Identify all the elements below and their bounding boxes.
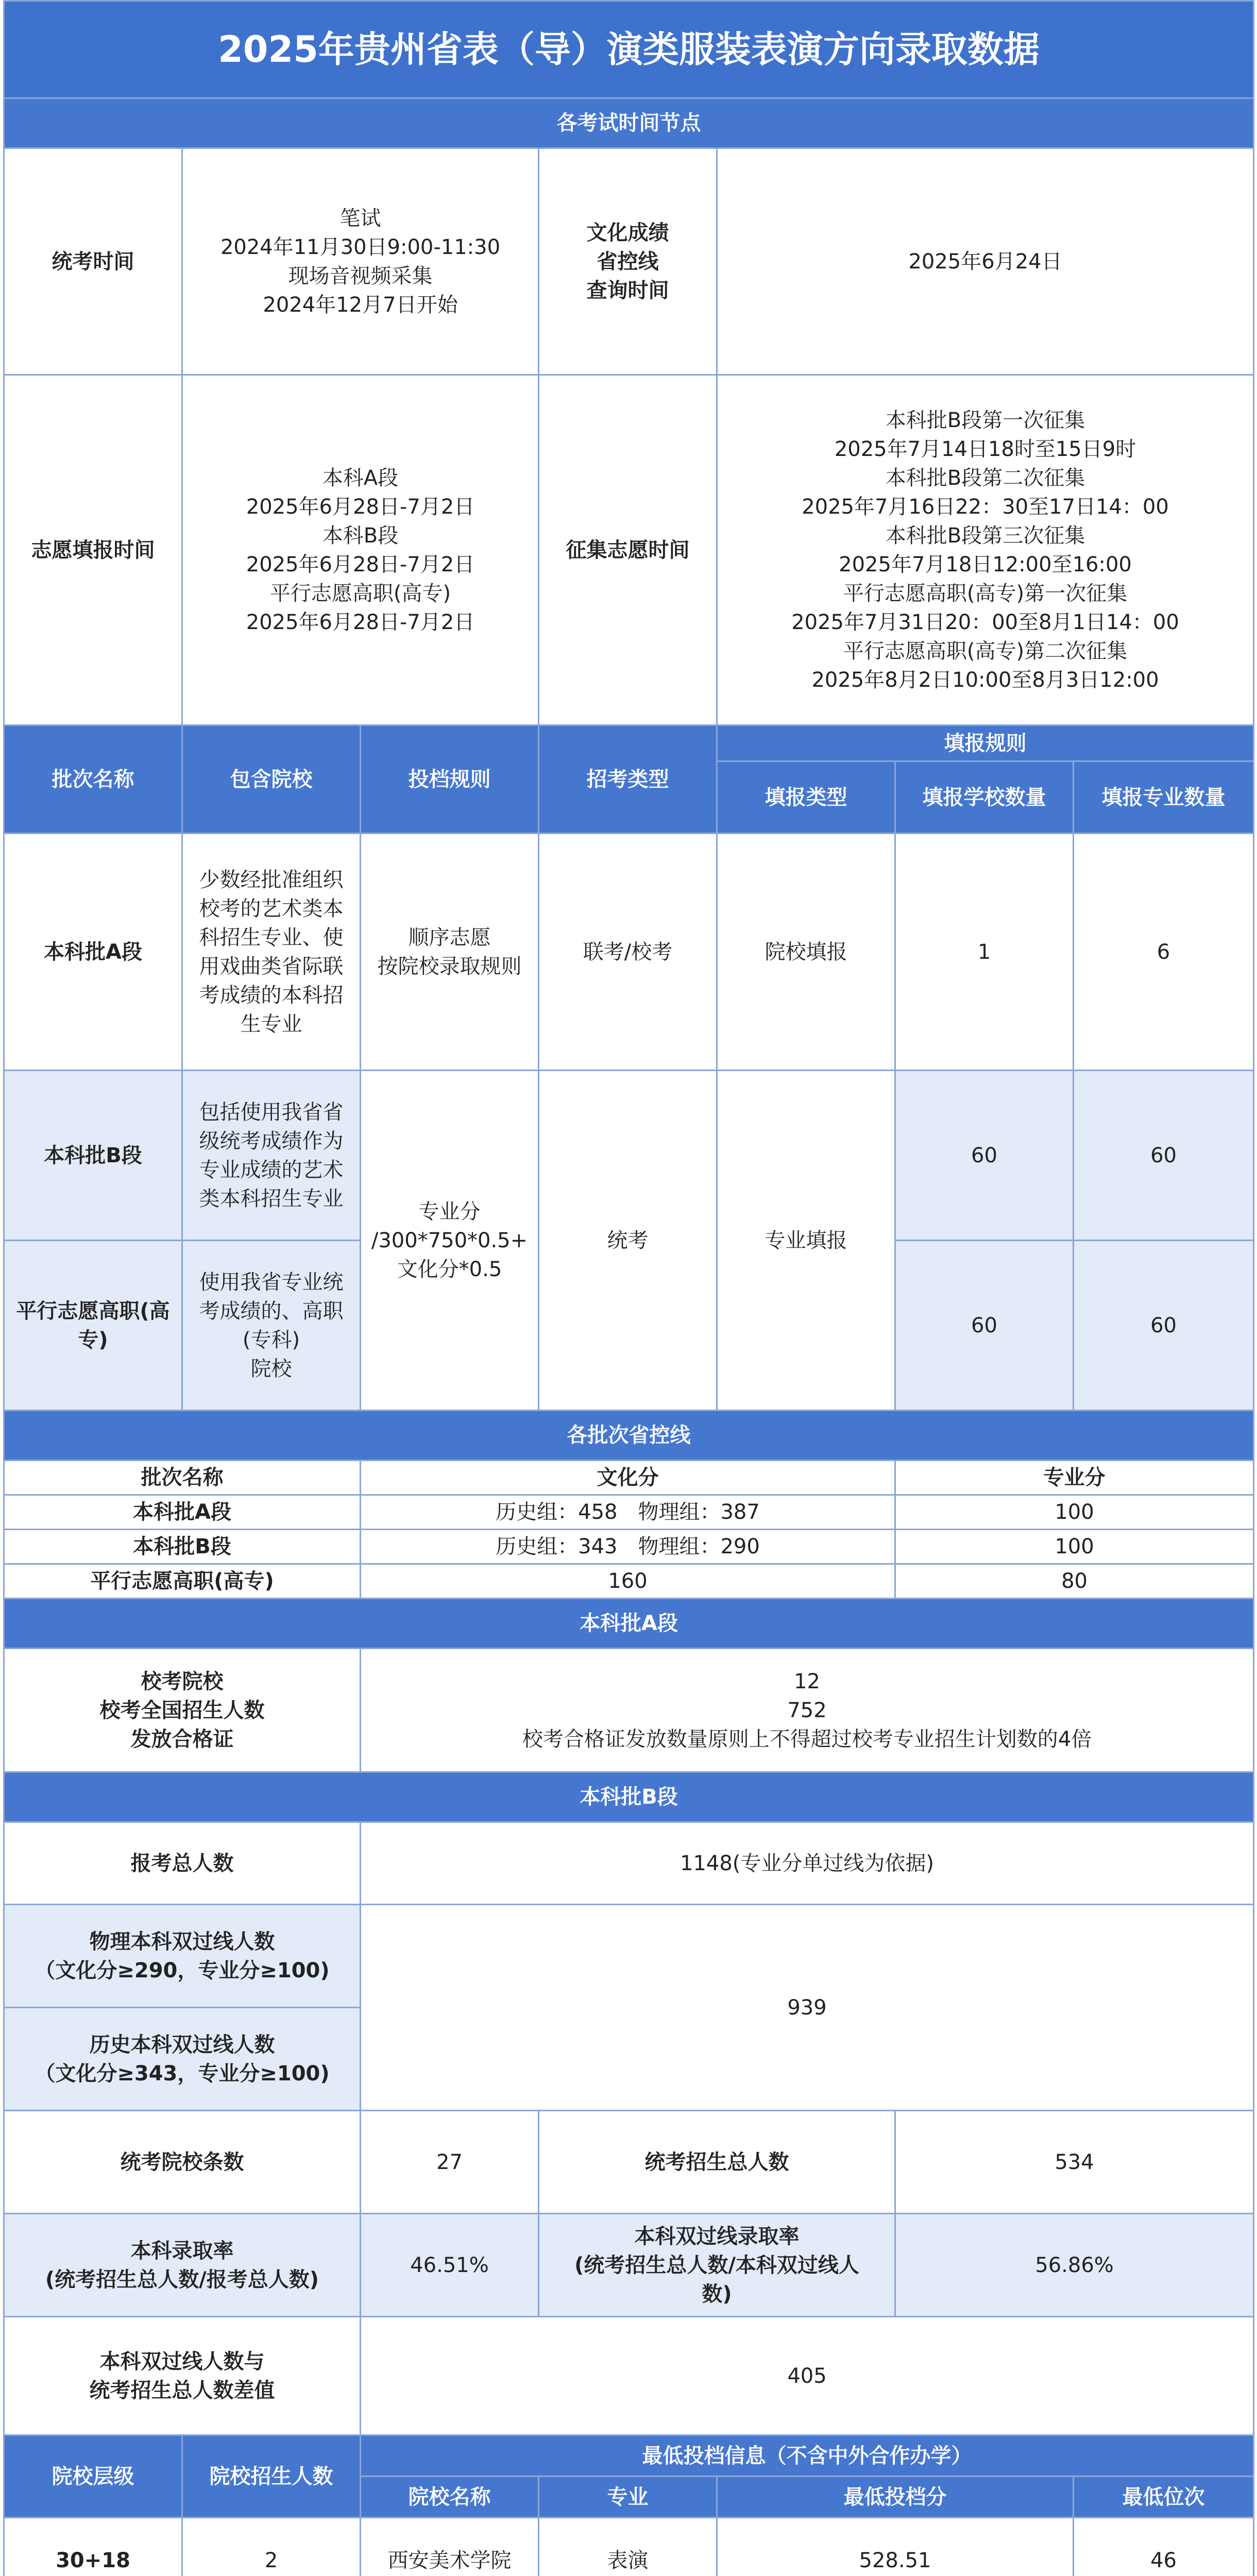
rules-col-fill-type: 填报类型 bbox=[717, 761, 895, 834]
control-culture: 历史组：458 物理组：387 bbox=[361, 1495, 895, 1530]
min-score: 528.51 bbox=[717, 2518, 1074, 2576]
min-school: 西安美术学院 bbox=[361, 2518, 539, 2576]
min-enroll: 2 bbox=[182, 2518, 361, 2576]
min-col-enroll: 院校招生人数 bbox=[182, 2435, 361, 2518]
school-count-label: 统考院校条数 bbox=[4, 2111, 361, 2214]
total-applicants-label: 报考总人数 bbox=[4, 1822, 361, 1905]
rules-col-rule: 投档规则 bbox=[361, 725, 539, 834]
score-query-value: 2025年6月24日 bbox=[717, 148, 1254, 375]
control-col-culture: 文化分 bbox=[361, 1461, 895, 1495]
exam-time-value: 笔试 2024年11月30日9:00-11:30 现场音视频采集 2024年12月7日开始 bbox=[182, 148, 539, 375]
admission-data-sheet bbox=[3, 0, 1253, 2576]
rules-school-count: 60 bbox=[895, 1241, 1074, 1411]
admission-table bbox=[3, 0, 1254, 2576]
section-a-values: 12 752 校考合格证发放数量原则上不得超过校考专业招生计划数的4倍 bbox=[361, 1649, 1254, 1772]
rules-col-major-count: 填报专业数量 bbox=[1074, 761, 1254, 834]
rules-shared-rule: 专业分 /300*750*0.5+ 文化分*0.5 bbox=[361, 1071, 539, 1411]
pass-count-value: 939 bbox=[361, 1905, 1254, 2111]
control-major: 100 bbox=[895, 1530, 1254, 1564]
rules-col-fill-rules: 填报规则 bbox=[717, 725, 1254, 761]
history-pass-label: 历史本科双过线人数 （文化分≥343，专业分≥100) bbox=[4, 2008, 361, 2111]
score-query-label: 文化成绩 省控线 查询时间 bbox=[539, 148, 717, 375]
section-a-labels: 校考院校 校考全国招生人数 发放合格证 bbox=[4, 1649, 361, 1772]
rules-major-count: 60 bbox=[1074, 1071, 1254, 1241]
rules-schools: 少数经批准组织校考的艺术类本科招生专业、使用戏曲类省际联考成绩的本科招生专业 bbox=[182, 834, 361, 1071]
page-title: 2025年贵州省表（导）演类服装表演方向录取数据 bbox=[4, 1, 1254, 98]
min-col-score: 最低投档分 bbox=[717, 2477, 1074, 2518]
control-batch: 本科批A段 bbox=[4, 1495, 361, 1530]
control-major: 100 bbox=[895, 1495, 1254, 1530]
control-major: 80 bbox=[895, 1564, 1254, 1599]
section-a-header: 本科批A段 bbox=[4, 1599, 1254, 1649]
min-col-level: 院校层级 bbox=[4, 2435, 182, 2518]
rules-schools: 使用我省专业统考成绩的、高职(专科) 院校 bbox=[182, 1241, 361, 1411]
school-count-value: 27 bbox=[361, 2111, 539, 2214]
min-col-rank: 最低位次 bbox=[1074, 2477, 1254, 2518]
collect-time-label: 征集志愿时间 bbox=[539, 375, 717, 725]
section-b-header: 本科批B段 bbox=[4, 1772, 1254, 1822]
rules-major-count: 60 bbox=[1074, 1241, 1254, 1411]
admission-rate-value: 46.51% bbox=[361, 2214, 539, 2317]
fill-time-value: 本科A段 2025年6月28日-7月2日 本科B段 2025年6月28日-7月2日 平行志愿高职(高专) 2025年6月28日-7月2日 bbox=[182, 375, 539, 725]
rules-col-school-count: 填报学校数量 bbox=[895, 761, 1074, 834]
control-culture: 历史组：343 物理组：290 bbox=[361, 1530, 895, 1564]
rules-batch: 平行志愿高职(高专) bbox=[4, 1241, 182, 1411]
rules-shared-type: 统考 bbox=[539, 1071, 717, 1411]
min-major: 表演 bbox=[539, 2518, 717, 2576]
min-col-school: 院校名称 bbox=[361, 2477, 539, 2518]
rules-col-schools: 包含院校 bbox=[182, 725, 361, 834]
rules-col-type: 招考类型 bbox=[539, 725, 717, 834]
fill-time-label: 志愿填报时间 bbox=[4, 375, 182, 725]
min-rank: 46 bbox=[1074, 2518, 1254, 2576]
control-batch: 本科批B段 bbox=[4, 1530, 361, 1564]
admission-rate-label: 本科录取率 (统考招生总人数/报考总人数) bbox=[4, 2214, 361, 2317]
rules-type: 联考/校考 bbox=[539, 834, 717, 1071]
control-col-major: 专业分 bbox=[895, 1461, 1254, 1495]
rules-batch: 本科批A段 bbox=[4, 834, 182, 1071]
diff-label: 本科双过线人数与 统考招生总人数差值 bbox=[4, 2317, 361, 2435]
rules-major-count: 6 bbox=[1074, 834, 1254, 1071]
rules-col-batch: 批次名称 bbox=[4, 725, 182, 834]
total-applicants-value: 1148(专业分单过线为依据) bbox=[361, 1822, 1254, 1905]
rules-shared-fill-type: 专业填报 bbox=[717, 1071, 895, 1411]
pass-rate-label: 本科双过线录取率 (统考招生总人数/本科双过线人 数) bbox=[539, 2214, 895, 2317]
enroll-total-label: 统考招生总人数 bbox=[539, 2111, 895, 2214]
rules-school-count: 60 bbox=[895, 1071, 1074, 1241]
timeline-header: 各考试时间节点 bbox=[4, 98, 1254, 148]
min-col-group: 最低投档信息（不含中外合作办学） bbox=[361, 2435, 1254, 2477]
enroll-total-value: 534 bbox=[895, 2111, 1254, 2214]
control-col-batch: 批次名称 bbox=[4, 1461, 361, 1495]
control-culture: 160 bbox=[361, 1564, 895, 1599]
rules-schools: 包括使用我省省级统考成绩作为专业成绩的艺术类本科招生专业 bbox=[182, 1071, 361, 1241]
min-level: 30+18 bbox=[4, 2518, 182, 2576]
rules-fill-type: 院校填报 bbox=[717, 834, 895, 1071]
rules-school-count: 1 bbox=[895, 834, 1074, 1071]
pass-rate-value: 56.86% bbox=[895, 2214, 1254, 2317]
diff-value: 405 bbox=[361, 2317, 1254, 2435]
collect-time-value: 本科批B段第一次征集 2025年7月14日18时至15日9时 本科批B段第二次征集 2025年7月16日22：30至17日14：00 本科批B段第三次征集 2025年7月18日12:00至16:00 平行志愿高职(高专)第一次征集 2025年7月31日20：00至8月1日14：00 平行志愿高职(高专)第二次征集 2025年8月2日10:00至8月3日12:00 bbox=[717, 375, 1254, 725]
rules-batch: 本科批B段 bbox=[4, 1071, 182, 1241]
control-batch: 平行志愿高职(高专) bbox=[4, 1564, 361, 1599]
rules-rule: 顺序志愿 按院校录取规则 bbox=[361, 834, 539, 1071]
control-header: 各批次省控线 bbox=[4, 1411, 1254, 1461]
min-col-major: 专业 bbox=[539, 2477, 717, 2518]
exam-time-label: 统考时间 bbox=[4, 148, 182, 375]
physics-pass-label: 物理本科双过线人数 （文化分≥290，专业分≥100) bbox=[4, 1905, 361, 2008]
